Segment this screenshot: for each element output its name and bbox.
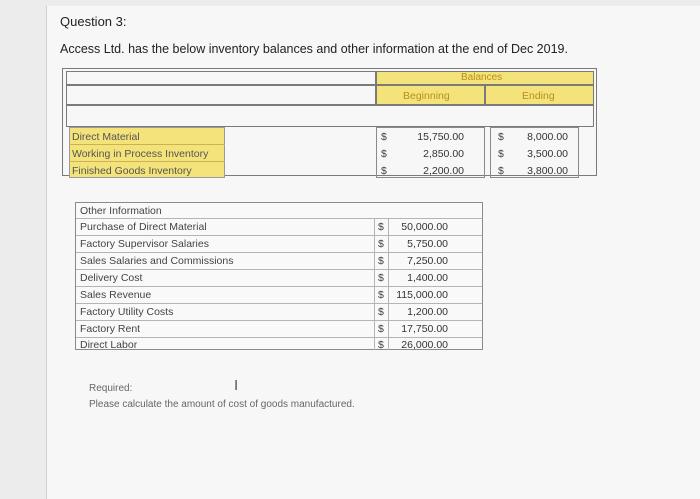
question-label: Question 3: bbox=[60, 14, 127, 29]
header-blank-cell-2 bbox=[66, 85, 376, 105]
other-information-header: Other Information bbox=[80, 205, 162, 217]
row-label: Direct Labor bbox=[80, 339, 138, 351]
row-label: Finished Goods Inventory bbox=[72, 165, 192, 177]
currency-symbol: $ bbox=[498, 131, 504, 143]
currency-symbol: $ bbox=[378, 221, 384, 233]
required-label: Required: bbox=[89, 383, 133, 394]
currency-symbol: $ bbox=[378, 238, 384, 250]
balances-header-cell bbox=[376, 71, 594, 85]
beginning-header-cell bbox=[376, 85, 485, 105]
row-label: Working in Process Inventory bbox=[72, 148, 209, 160]
amount-value: 26,000.00 bbox=[401, 339, 448, 351]
currency-symbol: $ bbox=[498, 165, 504, 177]
divider bbox=[76, 252, 482, 253]
divider bbox=[76, 303, 482, 304]
ending-header-cell bbox=[485, 85, 594, 105]
ending-values-frame bbox=[490, 127, 579, 178]
currency-symbol: $ bbox=[378, 323, 384, 335]
beginning-value: 15,750.00 bbox=[417, 131, 464, 143]
header-blank-cell bbox=[66, 71, 376, 85]
row-label: Sales Salaries and Commissions bbox=[80, 255, 234, 267]
column-divider bbox=[388, 218, 389, 350]
row-label: Factory Rent bbox=[80, 323, 141, 335]
intro-text: Access Ltd. has the below inventory balances and other information at the end of Dec 2019. bbox=[60, 42, 568, 56]
ending-value: 3,800.00 bbox=[527, 165, 568, 177]
column-divider bbox=[374, 218, 375, 350]
text-cursor-icon: I bbox=[234, 377, 239, 394]
amount-value: 50,000.00 bbox=[401, 221, 448, 233]
ending-value: 3,500.00 bbox=[527, 148, 568, 160]
ending-header: Ending bbox=[522, 90, 555, 102]
amount-value: 17,750.00 bbox=[401, 323, 448, 335]
amount-value: 115,000.00 bbox=[396, 289, 448, 301]
row-label: Factory Utility Costs bbox=[80, 306, 174, 318]
currency-symbol: $ bbox=[378, 306, 384, 318]
divider bbox=[76, 218, 482, 219]
spacer-row bbox=[66, 105, 594, 127]
beginning-header: Beginning bbox=[403, 90, 450, 102]
beginning-value: 2,200.00 bbox=[423, 165, 464, 177]
beginning-values-frame bbox=[376, 127, 485, 178]
balances-header: Balances bbox=[461, 72, 503, 83]
amount-value: 7,250.00 bbox=[407, 255, 448, 267]
other-information-table bbox=[75, 202, 483, 350]
currency-symbol: $ bbox=[378, 289, 384, 301]
currency-symbol: $ bbox=[378, 339, 384, 351]
divider bbox=[76, 320, 482, 321]
question-prompt: Please calculate the amount of cost of goods manufactured. bbox=[89, 399, 355, 410]
currency-symbol: $ bbox=[498, 148, 504, 160]
currency-symbol: $ bbox=[381, 131, 387, 143]
divider bbox=[76, 269, 482, 270]
divider bbox=[69, 161, 225, 162]
row-label: Delivery Cost bbox=[80, 272, 143, 284]
amount-value: 1,200.00 bbox=[407, 306, 448, 318]
amount-value: 1,400.00 bbox=[407, 272, 448, 284]
amount-value: 5,750.00 bbox=[407, 238, 448, 250]
divider bbox=[76, 235, 482, 236]
divider bbox=[69, 144, 225, 145]
currency-symbol: $ bbox=[378, 272, 384, 284]
beginning-value: 2,850.00 bbox=[423, 148, 464, 160]
row-label: Direct Material bbox=[72, 131, 140, 143]
currency-symbol: $ bbox=[378, 255, 384, 267]
row-label: Factory Supervisor Salaries bbox=[80, 238, 209, 250]
currency-symbol: $ bbox=[381, 165, 387, 177]
row-label: Purchase of Direct Material bbox=[80, 221, 207, 233]
row-label: Sales Revenue bbox=[80, 289, 152, 301]
divider bbox=[76, 337, 482, 338]
ending-value: 8,000.00 bbox=[527, 131, 568, 143]
currency-symbol: $ bbox=[381, 148, 387, 160]
divider bbox=[76, 286, 482, 287]
